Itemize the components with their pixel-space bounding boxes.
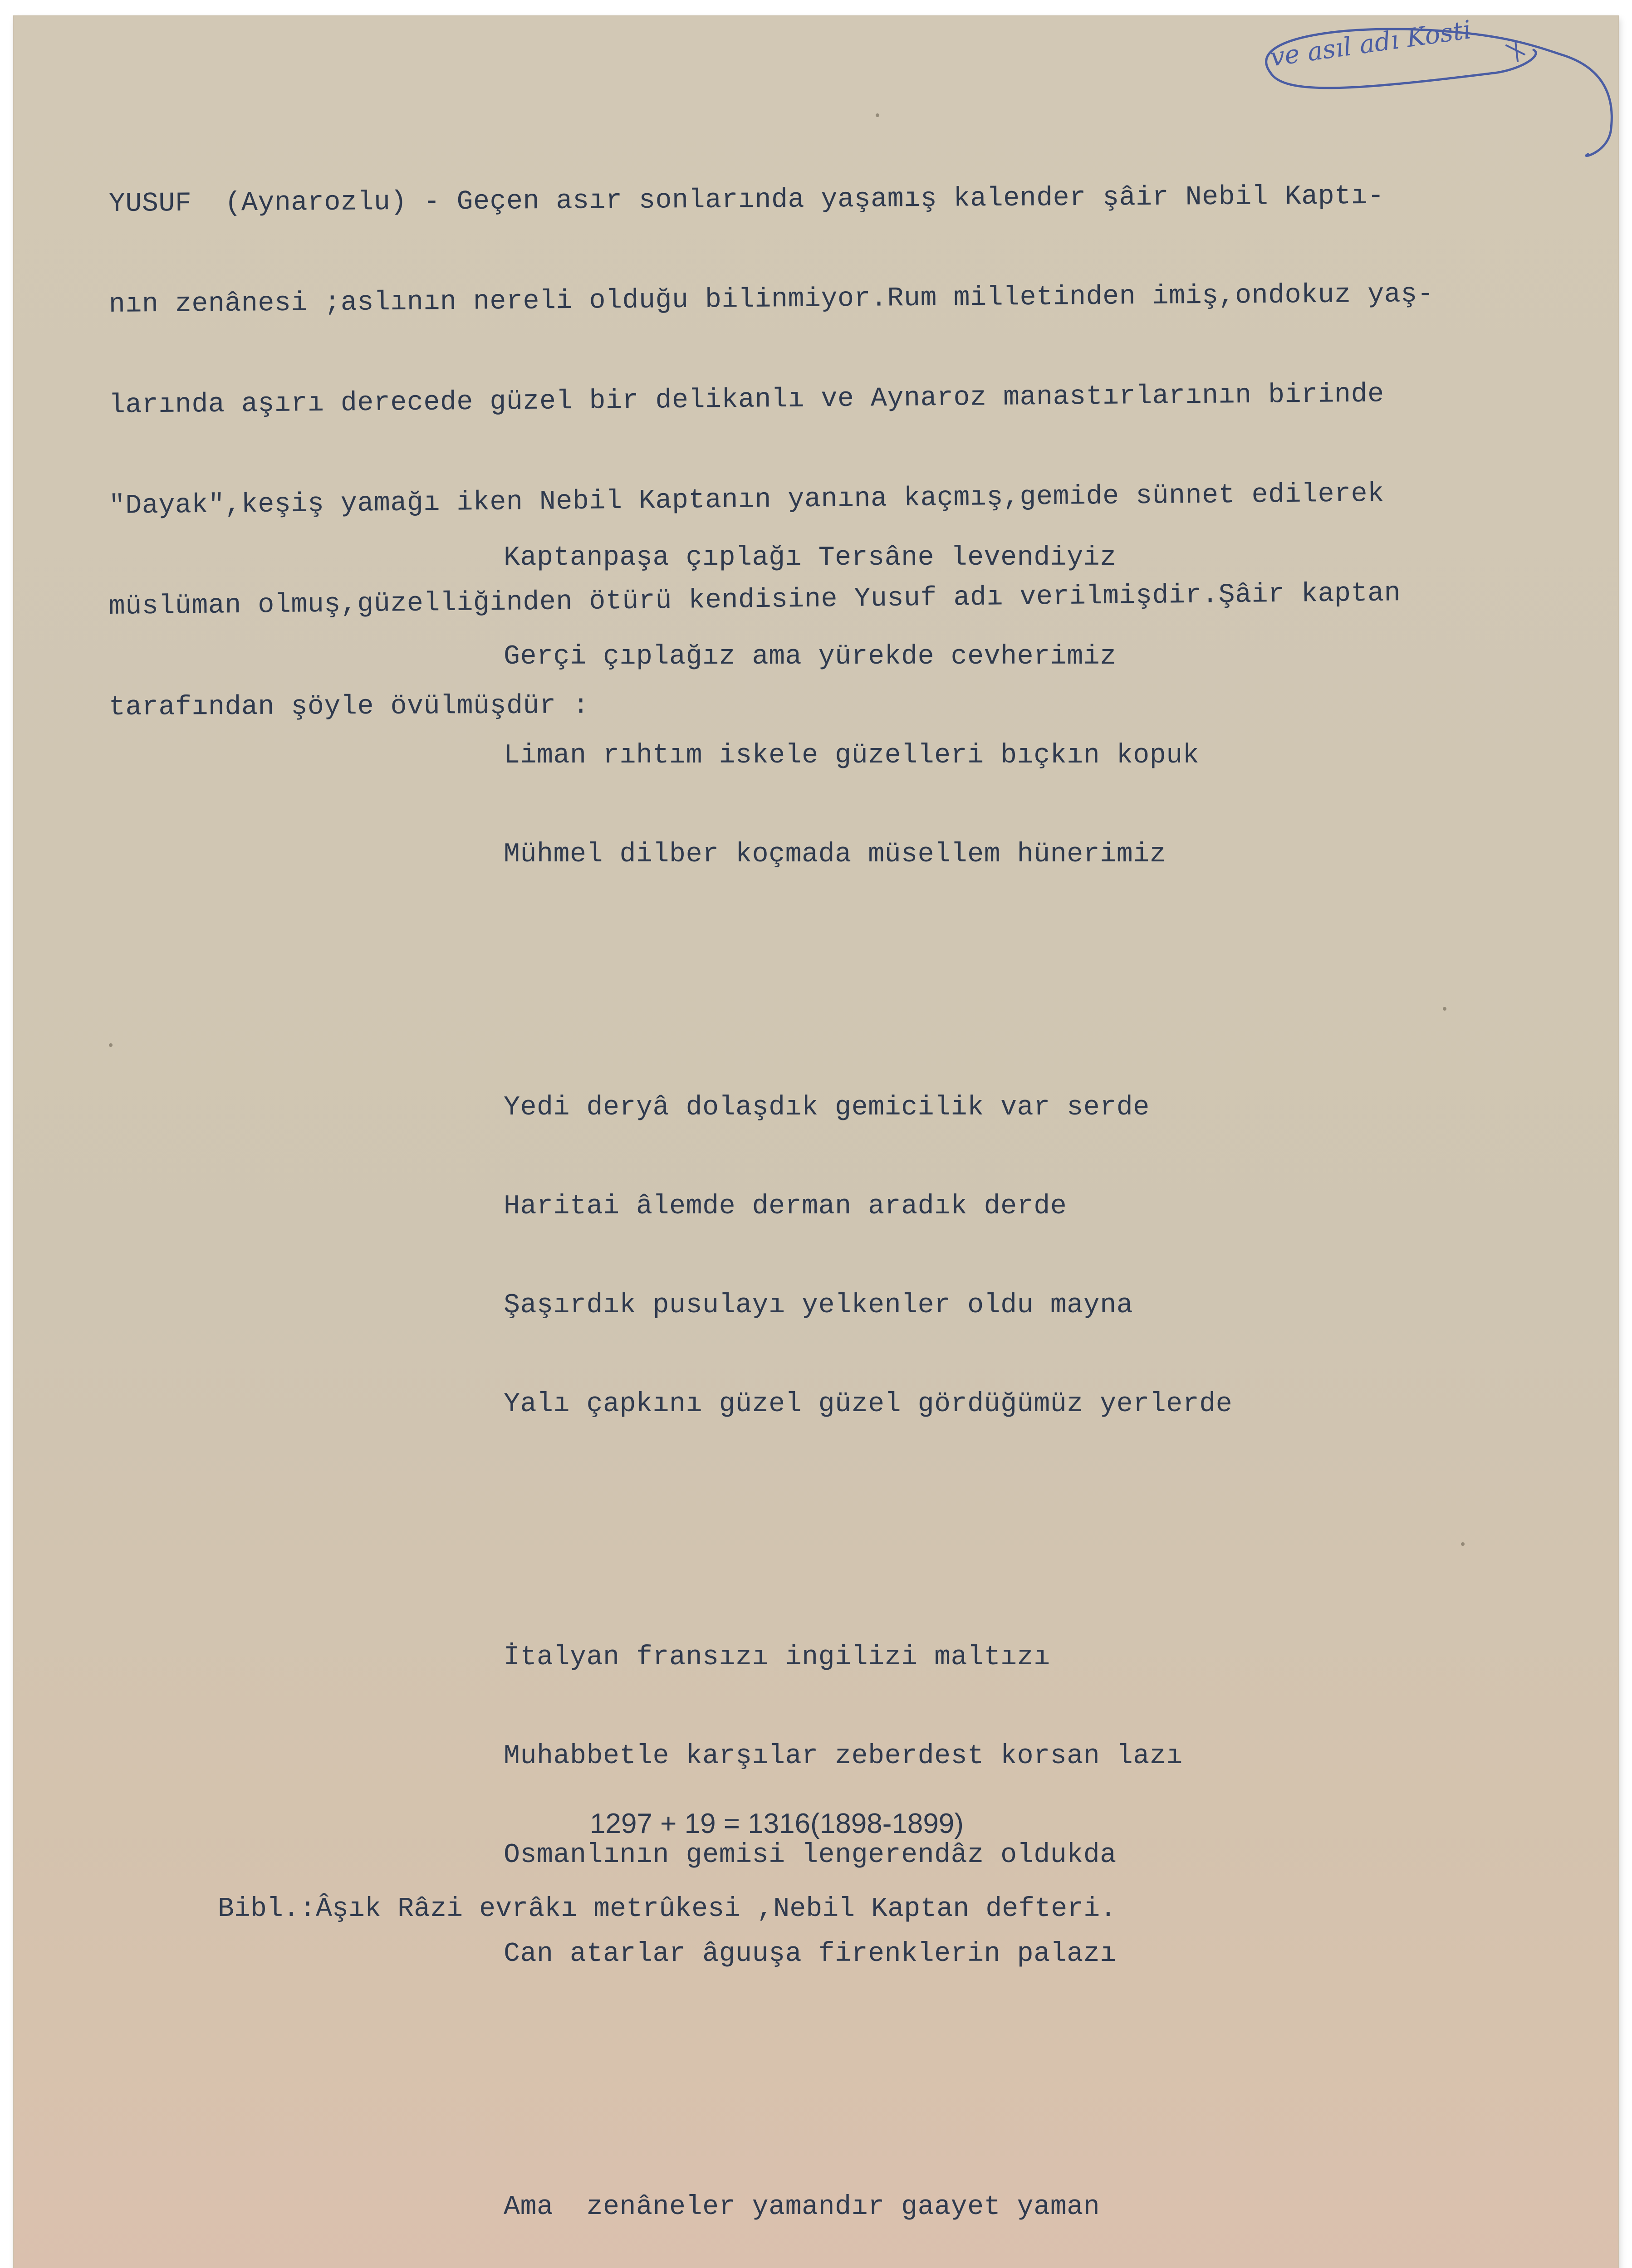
poem-line: Şaşırdık pusulayı yelkenler oldu mayna	[504, 1290, 1133, 1321]
poem-line: Yalı çapkını güzel güzel gördüğümüz yerlerde	[504, 1389, 1233, 1420]
poem-line: Kaptanpaşa çıplağı Tersâne levendiyiz	[504, 543, 1117, 573]
handwritten-note: ve asıl adı Kosti	[1268, 15, 1473, 73]
poem-stanza	[504, 490, 1232, 940]
poem-stanza	[504, 2139, 1232, 2268]
paper-speck	[1443, 1007, 1446, 1011]
poem-line: Muhabbetle karşılar zeberdest korsan lazı	[504, 1741, 1183, 1772]
intro-line: tarafından şöyle övülmüşdür :	[108, 690, 589, 723]
paper-speck	[109, 1043, 113, 1047]
paper-speck	[1461, 1542, 1465, 1546]
poem-line: Can atarlar âguuşa firenklerin palazı	[504, 1939, 1117, 1970]
intro-line: "Dayak",keşiş yamağı iken Nebil Kaptanın yanına kaçmış,gemide sünnet edilerek	[108, 479, 1384, 522]
poem-line: Liman rıhtım iskele güzelleri bıçkın kopuk	[504, 740, 1200, 771]
poem-line: İtalyan fransızı ingilizi maltızı	[504, 1642, 1050, 1673]
intro-line: YUSUF (Aynarozlu) - Geçen asır sonlarında yaşamış kalender şâir Nebil Kaptı-	[108, 181, 1384, 220]
poem-line: Mühmel dilber koçmada müsellem hünerimiz	[504, 839, 1166, 870]
chronogram-date: 1297 + 19 = 1316(1898-1899)	[590, 1808, 964, 1839]
poem-line: Gerçi çıplağız ama yürekde cevherimiz	[504, 641, 1117, 672]
poem-stanza	[504, 1040, 1232, 1490]
intro-line: nın zenânesi ;aslının nereli olduğu bilinmiyor.Rum milletinden imiş,ondokuz yaş-	[108, 279, 1434, 320]
poem-line: Yedi deryâ dolaşdık gemicilik var serde	[504, 1092, 1150, 1123]
intro-line: larında aşırı derecede güzel bir delikanlı ve Aynaroz manastırlarının birinde	[108, 379, 1384, 421]
poem	[504, 435, 1232, 2268]
paper-speck	[876, 113, 879, 117]
poem-line: Ama zenâneler yamandır gaayet yaman	[504, 2192, 1100, 2223]
poem-line: Osmanlının gemisi lengerendâz oldukda	[504, 1840, 1117, 1871]
bibliography: Bibl.:Âşık Râzi evrâkı metrûkesi ,Nebil Kaptan defteri.	[218, 1894, 1117, 1925]
intro-line: müslüman olmuş,güzelliğinden ötürü kendisine Yusuf adı verilmişdir.Şâir kaptan	[108, 578, 1401, 622]
poem-line: Haritai âlemde derman aradık derde	[504, 1191, 1067, 1222]
